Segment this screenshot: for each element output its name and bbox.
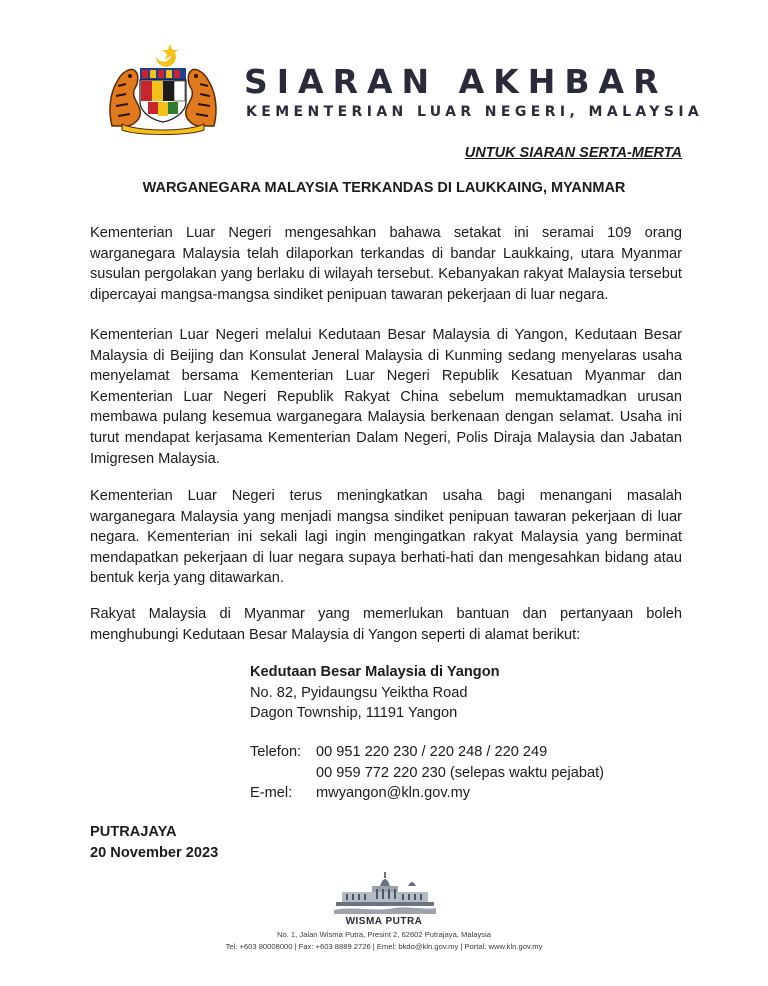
phone-label: Telefon: bbox=[250, 744, 302, 760]
document-title: WARGANEGARA MALAYSIA TERKANDAS DI LAUKKAING, MYANMAR bbox=[142, 180, 626, 196]
closing-place: PUTRAJAYA bbox=[90, 824, 177, 840]
embassy-name: Kedutaan Besar Malaysia di Yangon bbox=[250, 664, 500, 680]
header-subtitle: KEMENTERIAN LUAR NEGERI, MALAYSIA bbox=[246, 104, 704, 120]
paragraph-4: Rakyat Malaysia di Myanmar yang memerlukan bantuan dan pertanyaan boleh menghubungi Kedutaan Besar Malaysia di Yangon seperti di alamat berikut: bbox=[90, 606, 682, 643]
malaysia-coat-of-arms-icon bbox=[104, 40, 222, 136]
paragraph-2: Kementerian Luar Negeri melalui Kedutaan Besar Malaysia di Yangon, Kedutaan Besar Malaysia di Beijing dan Konsulat Jeneral Malaysia di Kunming sedang menyelaras usaha menyelamat bersama Kementerian Luar Negeri Republik Kesatuan Myanmar dan Kementerian Luar Negeri Republik Rakyat China sebelum memuktamadkan urusan membawa pulang kesemua warganegara Malaysia berkenaan dengan selamat. Usaha ini turut mendapat kerjasama Kementerian Dalam Negeri, Polis Diraja Malaysia dan Jabatan Imigresen Malaysia. bbox=[90, 327, 682, 467]
phone-row bbox=[250, 742, 604, 763]
closing-date: 20 November 2023 bbox=[90, 845, 219, 861]
footer-name: WISMA PUTRA bbox=[345, 916, 423, 927]
contact-block bbox=[250, 742, 604, 804]
address-line-2: Dagon Township, 11191 Yangon bbox=[250, 705, 458, 721]
email-address: mwyangon@kln.gov.my bbox=[316, 785, 471, 801]
paragraph-3: Kementerian Luar Negeri terus meningkatkan usaha bagi menangani masalah warganegara Malaysia yang menjadi mangsa sindiket penipuan tawaran pekerjaan di luar negara. Kementerian ini sekali lagi ingin mengingatkan rakyat Malaysia yang berminat mendapatkan pekerjaan di luar negara supaya berhati-hati dan mengesahkan bidang atau bentuk kerja yang ditawarkan. bbox=[90, 488, 682, 587]
phone-row-2 bbox=[250, 763, 604, 784]
header-title: SIARAN AKHBAR bbox=[244, 62, 668, 101]
address-line-1: No. 82, Pyidaungsu Yeiktha Road bbox=[250, 684, 468, 701]
phone-number-2: 00 959 772 220 230 (selepas waktu pejabat) bbox=[316, 764, 605, 781]
phone-number-1: 00 951 220 230 / 220 248 / 220 249 bbox=[316, 744, 548, 760]
footer-address: No. 1, Jalan Wisma Putra, Presint 2, 62602 Putrajaya, Malaysia bbox=[277, 930, 491, 939]
closing-block bbox=[90, 822, 218, 864]
embassy-address bbox=[250, 662, 500, 724]
release-tag: UNTUK SIARAN SERTA-MERTA bbox=[464, 145, 682, 161]
email-label: E-mel: bbox=[250, 785, 293, 801]
footer-contact: Tel: +603 80008000 | Fax: +603 8889 2726 | Emel: bkdo@kln.gov.my | Portal: www.kln.gov.my bbox=[225, 942, 543, 951]
email-row bbox=[250, 783, 604, 804]
wisma-putra-building-icon bbox=[334, 870, 436, 914]
paragraph-1: Kementerian Luar Negeri mengesahkan bahawa setakat ini seramai 109 orang warganegara Malaysia telah dilaporkan terkandas di bandar Laukkaing, utara Myanmar susulan pergolakan yang berlaku di wilayah tersebut. Kebanyakan rakyat Malaysia tersebut dipercayai mangsa-mangsa sindiket penipuan tawaran pekerjaan di luar negara. bbox=[90, 225, 682, 303]
